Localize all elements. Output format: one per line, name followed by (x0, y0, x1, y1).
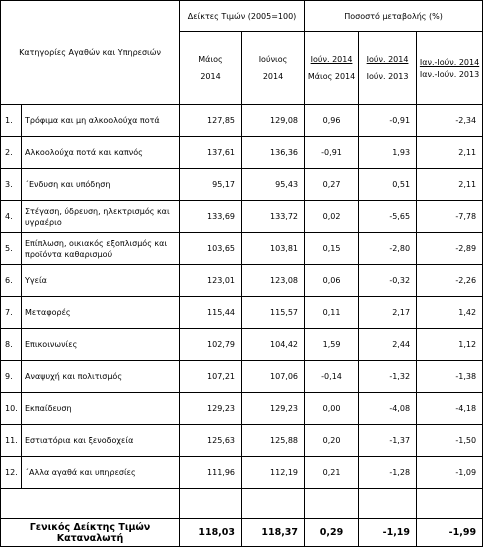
mom-change-value: 1,59 (305, 329, 359, 361)
ytd-change-value: -2,89 (417, 233, 483, 265)
may-index-value: 133,69 (180, 201, 242, 233)
ytd-change-value: -2,34 (417, 105, 483, 137)
may-index-value: 103,65 (180, 233, 242, 265)
mom-change-value: 0,15 (305, 233, 359, 265)
mom-change-value: 0,21 (305, 457, 359, 489)
category-name: ΄Ενδυση και υπόδηση (22, 169, 180, 201)
may-index-value: 111,96 (180, 457, 242, 489)
mom-change-header: Ιούν. 2014 Μάιος 2014 (305, 32, 359, 105)
may-index-value: 127,85 (180, 105, 242, 137)
june-index-value: 95,43 (242, 169, 305, 201)
ytd-change-value: -2,26 (417, 265, 483, 297)
mom-change-value: 0,96 (305, 105, 359, 137)
yoy-change-value: 2,44 (359, 329, 417, 361)
table-row (1, 393, 483, 425)
total-label: Γενικός Δείκτης Τιμών Καταναλωτή (1, 519, 180, 547)
mom-change-value: 0,20 (305, 425, 359, 457)
total-row (1, 519, 483, 547)
may-index-value: 107,21 (180, 361, 242, 393)
june-index-value: 129,08 (242, 105, 305, 137)
may-index-value: 125,63 (180, 425, 242, 457)
june-index-value: 136,36 (242, 137, 305, 169)
category-name: Αναψυχή και πολιτισμός (22, 361, 180, 393)
row-number: 9. (1, 361, 22, 393)
row-number: 5. (1, 233, 22, 265)
yoy-change-value: -5,65 (359, 201, 417, 233)
mom-change-value: 0,00 (305, 393, 359, 425)
index-group-header: Δείκτες Τιμών (2005=100) (180, 1, 305, 32)
spacer-cell (1, 489, 180, 519)
june-index-value: 104,42 (242, 329, 305, 361)
category-name: Τρόφιμα και μη αλκοολούχα ποτά (22, 105, 180, 137)
category-name: Στέγαση, ύδρευση, ηλεκτρισμός και υγραέριο (22, 201, 180, 233)
ytd-change-value: 2,11 (417, 169, 483, 201)
yoy-change-value: 0,51 (359, 169, 417, 201)
table-row (1, 265, 483, 297)
ytd-change-value: 1,12 (417, 329, 483, 361)
spacer-cell (417, 489, 483, 519)
yoy-change-value: -4,08 (359, 393, 417, 425)
table-row (1, 137, 483, 169)
mom-change-value: -0,91 (305, 137, 359, 169)
table-row (1, 105, 483, 137)
row-number: 1. (1, 105, 22, 137)
ytd-change-value: -7,78 (417, 201, 483, 233)
mom-change-value: 0,02 (305, 201, 359, 233)
row-number: 11. (1, 425, 22, 457)
june-2014-header: Ιούνιος 2014 (242, 32, 305, 105)
mom-change-value: 0,11 (305, 297, 359, 329)
may-index-value: 123,01 (180, 265, 242, 297)
category-name: Εκπαίδευση (22, 393, 180, 425)
row-number: 7. (1, 297, 22, 329)
ytd-change-value: -1,09 (417, 457, 483, 489)
may-index-value: 95,17 (180, 169, 242, 201)
june-index-value: 123,08 (242, 265, 305, 297)
ytd-change-value: 2,11 (417, 137, 483, 169)
yoy-change-value: -1,28 (359, 457, 417, 489)
spacer-row (1, 489, 483, 519)
june-index-value: 125,88 (242, 425, 305, 457)
yoy-change-value: -1,32 (359, 361, 417, 393)
june-index-value: 103,81 (242, 233, 305, 265)
category-name: Αλκοολούχα ποτά και καπνός (22, 137, 180, 169)
category-name: Μεταφορές (22, 297, 180, 329)
june-index-value: 112,19 (242, 457, 305, 489)
row-number: 4. (1, 201, 22, 233)
spacer-cell (359, 489, 417, 519)
mom-change-value: 0,06 (305, 265, 359, 297)
category-name: ΄Αλλα αγαθά και υπηρεσίες (22, 457, 180, 489)
may-2014-header: Μάιος 2014 (180, 32, 242, 105)
june-index-value: 133,72 (242, 201, 305, 233)
table-row (1, 457, 483, 489)
row-number: 12. (1, 457, 22, 489)
may-index-value: 102,79 (180, 329, 242, 361)
total-ytd-value: -1,99 (417, 519, 483, 547)
may-index-value: 129,23 (180, 393, 242, 425)
spacer-cell (180, 489, 242, 519)
mom-change-value: 0,27 (305, 169, 359, 201)
row-number: 10. (1, 393, 22, 425)
category-name: Υγεία (22, 265, 180, 297)
may-index-value: 115,44 (180, 297, 242, 329)
yoy-change-value: 1,93 (359, 137, 417, 169)
ytd-change-header: Ιαν.-Ιούν. 2014 Ιαν.-Ιούν. 2013 (417, 32, 483, 105)
table-row (1, 297, 483, 329)
total-may-value: 118,03 (180, 519, 242, 547)
row-number: 2. (1, 137, 22, 169)
may-index-value: 137,61 (180, 137, 242, 169)
category-name: Επίπλωση, οικιακός εξοπλισμός και προϊόντα καθαρισμού (22, 233, 180, 265)
ytd-change-value: -1,38 (417, 361, 483, 393)
change-group-header: Ποσοστό μεταβολής (%) (305, 1, 483, 32)
header-row-top (1, 1, 483, 32)
yoy-change-value: -0,32 (359, 265, 417, 297)
row-number: 3. (1, 169, 22, 201)
mom-change-value: -0,14 (305, 361, 359, 393)
june-index-value: 107,06 (242, 361, 305, 393)
category-column-header: Κατηγορίες Αγαθών και Υπηρεσιών (1, 1, 180, 105)
june-index-value: 115,57 (242, 297, 305, 329)
category-name: Εστιατόρια και ξενοδοχεία (22, 425, 180, 457)
ytd-change-value: -1,50 (417, 425, 483, 457)
row-number: 8. (1, 329, 22, 361)
total-yoy-value: -1,19 (359, 519, 417, 547)
table-row (1, 329, 483, 361)
table-row (1, 361, 483, 393)
yoy-change-header: Ιούν. 2014 Ιούν. 2013 (359, 32, 417, 105)
total-june-value: 118,37 (242, 519, 305, 547)
yoy-change-value: -0,91 (359, 105, 417, 137)
total-mom-value: 0,29 (305, 519, 359, 547)
yoy-change-value: -2,80 (359, 233, 417, 265)
table-row (1, 233, 483, 265)
yoy-change-value: -1,37 (359, 425, 417, 457)
ytd-change-value: 1,42 (417, 297, 483, 329)
category-name: Επικοινωνίες (22, 329, 180, 361)
spacer-cell (242, 489, 305, 519)
table-row (1, 425, 483, 457)
yoy-change-value: 2,17 (359, 297, 417, 329)
june-index-value: 129,23 (242, 393, 305, 425)
table-row (1, 201, 483, 233)
row-number: 6. (1, 265, 22, 297)
spacer-cell (305, 489, 359, 519)
table-row (1, 169, 483, 201)
ytd-change-value: -4,18 (417, 393, 483, 425)
